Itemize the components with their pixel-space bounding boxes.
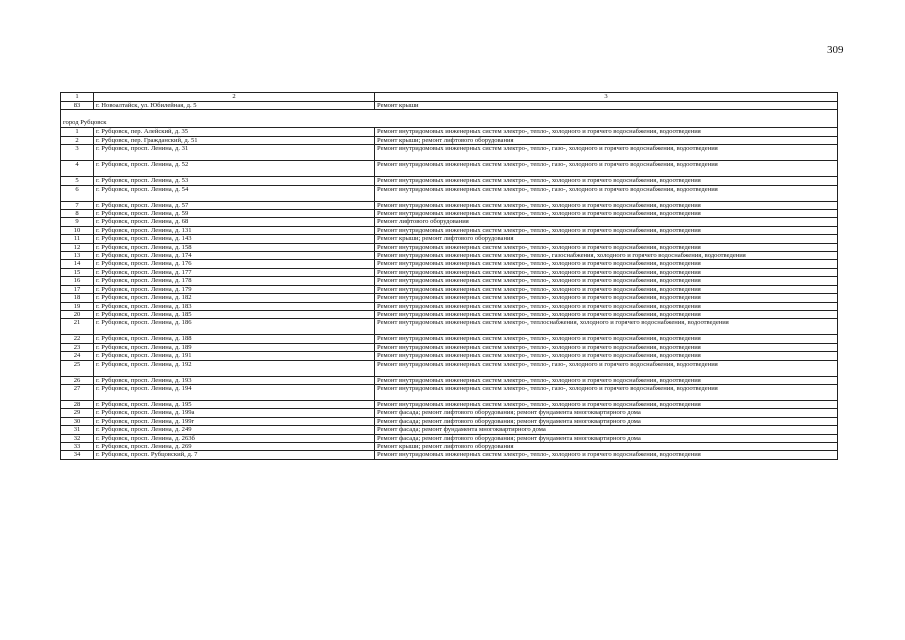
row-work-cell: Ремонт внутридомовых инженерных систем электро-, тепло-, холодного и горячего водоснабжения, водоотведения [375,210,838,218]
row-address-cell: г. Рубцовск, просп. Ленина, д. 31 [94,145,375,161]
table-row [61,376,838,384]
table-row [61,343,838,351]
table-row [61,102,838,110]
row-work-cell: Ремонт внутридомовых инженерных систем электро-, тепло-, газо-, холодного и горячего водоснабжения, водоотведения [375,384,838,400]
row-address-cell: г. Рубцовск, просп. Ленина, д. 59 [94,210,375,218]
row-number-cell: 17 [61,285,94,293]
table-row [61,352,838,360]
row-address-cell: г. Рубцовск, просп. Ленина, д. 131 [94,226,375,234]
row-address-cell: г. Рубцовск, просп. Ленина, д. 186 [94,319,375,335]
row-work-cell: Ремонт фасада; ремонт лифтового оборудования; ремонт фундамента многоквартирного дома [375,409,838,417]
row-work-cell: Ремонт внутридомовых инженерных систем электро-, тепло-, холодного и горячего водоснабжения, водоотведения [375,310,838,318]
row-number-cell: 33 [61,442,94,450]
row-address-cell: г. Рубцовск, просп. Ленина, д. 269 [94,442,375,450]
table-row [61,426,838,434]
row-work-cell: Ремонт лифтового оборудования [375,218,838,226]
row-work-cell: Ремонт внутридомовых инженерных систем электро-, тепло-, газо-, холодного и горячего водоснабжения, водоотведения [375,161,838,177]
row-address-cell: г. Рубцовск, просп. Ленина, д. 68 [94,218,375,226]
row-address-cell: г. Рубцовск, просп. Ленина, д. 199г [94,417,375,425]
row-number-cell: 31 [61,426,94,434]
row-number-cell: 27 [61,384,94,400]
header-cell-address: 2 [94,93,375,102]
header-cell-number: 1 [61,93,94,102]
table-row [61,442,838,450]
row-address-cell: г. Рубцовск, просп. Рубцовский, д. 7 [94,451,375,459]
row-number-cell: 23 [61,343,94,351]
table-row [61,260,838,268]
row-address-cell: г. Рубцовск, просп. Ленина, д. 143 [94,235,375,243]
row-work-cell: Ремонт внутридомовых инженерных систем электро-, тепло-, газо-, холодного и горячего водоснабжения, водоотведения [375,145,838,161]
row-number-cell: 34 [61,451,94,459]
table-row [61,201,838,209]
row-address-cell: г. Рубцовск, просп. Ленина, д. 182 [94,294,375,302]
table-row [61,400,838,408]
row-work-cell: Ремонт внутридомовых инженерных систем электро-, тепло-, холодного и горячего водоснабжения, водоотведения [375,268,838,276]
row-address-cell: г. Рубцовск, просп. Ленина, д. 57 [94,201,375,209]
row-number-cell: 22 [61,335,94,343]
table-row [61,136,838,144]
row-work-cell: Ремонт внутридомовых инженерных систем электро-, тепло-, холодного и горячего водоснабжения, водоотведения [375,260,838,268]
row-work-cell: Ремонт внутридомовых инженерных систем электро-, тепло-, холодного и горячего водоснабжения, водоотведения [375,226,838,234]
table-row [61,335,838,343]
row-work-cell: Ремонт внутридомовых инженерных систем электро-, тепло-, холодного и горячего водоснабжения, водоотведения [375,352,838,360]
row-work-cell: Ремонт фасада; ремонт лифтового оборудования; ремонт фундамента многоквартирного дома [375,434,838,442]
row-number-cell: 5 [61,177,94,185]
row-work-cell: Ремонт внутридомовых инженерных систем электро-, тепло-, холодного и горячего водоснабжения, водоотведения [375,201,838,209]
table-row [61,285,838,293]
table-row [61,384,838,400]
page-number: 309 [827,44,844,56]
row-address-cell: г. Рубцовск, просп. Ленина, д. 158 [94,243,375,251]
row-address-cell: г. Рубцовск, просп. Ленина, д. 183 [94,302,375,310]
row-number-cell: 32 [61,434,94,442]
row-work-cell: Ремонт фасада; ремонт фундамента многоквартирного дома [375,426,838,434]
row-work-cell: Ремонт внутридомовых инженерных систем электро-, тепло-, холодного и горячего водоснабжения, водоотведения [375,343,838,351]
row-number-cell: 14 [61,260,94,268]
row-work-cell: Ремонт внутридомовых инженерных систем электро-, тепло-, газо-, холодного и горячего водоснабжения, водоотведения [375,185,838,201]
row-number-cell: 6 [61,185,94,201]
section-row [61,110,838,128]
row-work-cell: Ремонт фасада; ремонт лифтового оборудования; ремонт фундамента многоквартирного дома [375,417,838,425]
row-work-cell: Ремонт крыши [375,102,838,110]
row-address-cell: г. Рубцовск, просп. Ленина, д. 199а [94,409,375,417]
row-work-cell: Ремонт внутридомовых инженерных систем электро-, тепло-, холодного и горячего водоснабжения, водоотведения [375,285,838,293]
table-row [61,128,838,136]
table-row [61,294,838,302]
row-address-cell: г. Рубцовск, просп. Ленина, д. 176 [94,260,375,268]
row-work-cell: Ремонт внутридомовых инженерных систем электро-, тепло-, холодного и горячего водоснабжения, водоотведения [375,376,838,384]
row-address-cell: г. Рубцовск, просп. Ленина, д. 54 [94,185,375,201]
row-address-cell: г. Рубцовск, просп. Ленина, д. 52 [94,161,375,177]
row-work-cell: Ремонт внутридомовых инженерных систем электро-, тепло-, холодного и горячего водоснабжения, водоотведения [375,335,838,343]
row-number-cell: 18 [61,294,94,302]
row-work-cell: Ремонт внутридомовых инженерных систем электро-, тепло-, холодного и горячего водоснабжения, водоотведения [375,177,838,185]
table-row [61,417,838,425]
table-row [61,434,838,442]
row-number-cell: 30 [61,417,94,425]
row-work-cell: Ремонт крыши; ремонт лифтового оборудования [375,136,838,144]
table-row [61,252,838,260]
table-row [61,145,838,161]
row-number-cell: 7 [61,201,94,209]
row-number-cell: 26 [61,376,94,384]
row-address-cell: г. Рубцовск, просп. Ленина, д. 194 [94,384,375,400]
section-title: город Рубцовск [61,110,838,128]
row-number-cell: 3 [61,145,94,161]
table-row [61,319,838,335]
row-address-cell: г. Рубцовск, просп. Ленина, д. 178 [94,277,375,285]
row-number-cell: 24 [61,352,94,360]
row-work-cell: Ремонт внутридомовых инженерных систем электро-, теплоснабжения, холодного и горячего водоснабжения, водоотведения [375,319,838,335]
table-row [61,210,838,218]
table-row [61,177,838,185]
row-number-cell: 21 [61,319,94,335]
row-address-cell: г. Рубцовск, просп. Ленина, д. 192 [94,360,375,376]
row-address-cell: г. Рубцовск, просп. Ленина, д. 191 [94,352,375,360]
row-address-cell: г. Рубцовск, просп. Ленина, д. 249 [94,426,375,434]
row-number-cell: 16 [61,277,94,285]
row-number-cell: 9 [61,218,94,226]
row-address-cell: г. Рубцовск, просп. Ленина, д. 189 [94,343,375,351]
row-work-cell: Ремонт внутридомовых инженерных систем электро-, тепло-, холодного и горячего водоснабжения, водоотведения [375,243,838,251]
row-number-cell: 19 [61,302,94,310]
row-number-cell: 1 [61,128,94,136]
table-row [61,268,838,276]
row-work-cell: Ремонт внутридомовых инженерных систем электро-, тепло-, газоснабжения, холодного и горячего водоснабжения, водоотведения [375,252,838,260]
row-number-cell: 29 [61,409,94,417]
row-work-cell: Ремонт внутридомовых инженерных систем электро-, тепло-, холодного и горячего водоснабжения, водоотведения [375,400,838,408]
table-row [61,185,838,201]
table-row [61,277,838,285]
row-work-cell: Ремонт внутридомовых инженерных систем электро-, тепло-, холодного и горячего водоснабжения, водоотведения [375,294,838,302]
table-row [61,302,838,310]
table-row [61,218,838,226]
row-work-cell: Ремонт внутридомовых инженерных систем электро-, тепло-, холодного и горячего водоснабжения, водоотведения [375,451,838,459]
row-number-cell: 25 [61,360,94,376]
row-number-cell: 28 [61,400,94,408]
row-number-cell: 15 [61,268,94,276]
row-number-cell: 11 [61,235,94,243]
row-address-cell: г. Рубцовск, просп. Ленина, д. 185 [94,310,375,318]
row-number-cell: 8 [61,210,94,218]
row-number-cell: 4 [61,161,94,177]
table-row [61,409,838,417]
row-number-cell: 13 [61,252,94,260]
table-row [61,226,838,234]
row-address-cell: г. Рубцовск, пер. Алейский, д. 35 [94,128,375,136]
row-work-cell: Ремонт внутридомовых инженерных систем электро-, тепло-, холодного и горячего водоснабжения, водоотведения [375,302,838,310]
row-work-cell: Ремонт внутридомовых инженерных систем электро-, тепло-, холодного и горячего водоснабжения, водоотведения [375,277,838,285]
table-row [61,451,838,459]
row-work-cell: Ремонт внутридомовых инженерных систем электро-, тепло-, холодного и горячего водоснабжения, водоотведения [375,128,838,136]
row-address-cell: г. Рубцовск, просп. Ленина, д. 53 [94,177,375,185]
table-row [61,360,838,376]
row-number-cell: 12 [61,243,94,251]
row-address-cell: г. Рубцовск, просп. Ленина, д. 193 [94,376,375,384]
table-row [61,310,838,318]
row-number-cell: 10 [61,226,94,234]
row-address-cell: г. Рубцовск, просп. Ленина, д. 179 [94,285,375,293]
row-number-cell: 20 [61,310,94,318]
row-address-cell: г. Новоалтайск, ул. Юбилейная, д. 5 [94,102,375,110]
row-number-cell: 2 [61,136,94,144]
row-work-cell: Ремонт крыши; ремонт лифтового оборудования [375,442,838,450]
row-address-cell: г. Рубцовск, просп. Ленина, д. 188 [94,335,375,343]
row-address-cell: г. Рубцовск, просп. Ленина, д. 174 [94,252,375,260]
row-work-cell: Ремонт внутридомовых инженерных систем электро-, тепло-, газо-, холодного и горячего водоснабжения, водоотведения [375,360,838,376]
table-row [61,235,838,243]
row-address-cell: г. Рубцовск, пер. Гражданский, д. 51 [94,136,375,144]
table-row [61,243,838,251]
row-number-cell: 83 [61,102,94,110]
row-address-cell: г. Рубцовск, просп. Ленина, д. 195 [94,400,375,408]
row-address-cell: г. Рубцовск, просп. Ленина, д. 177 [94,268,375,276]
row-work-cell: Ремонт крыши; ремонт лифтового оборудования [375,235,838,243]
table-header-row [61,93,838,102]
table-row [61,161,838,177]
row-address-cell: г. Рубцовск, просп. Ленина, д. 263б [94,434,375,442]
header-cell-work: 3 [375,93,838,102]
repair-table [60,92,838,460]
